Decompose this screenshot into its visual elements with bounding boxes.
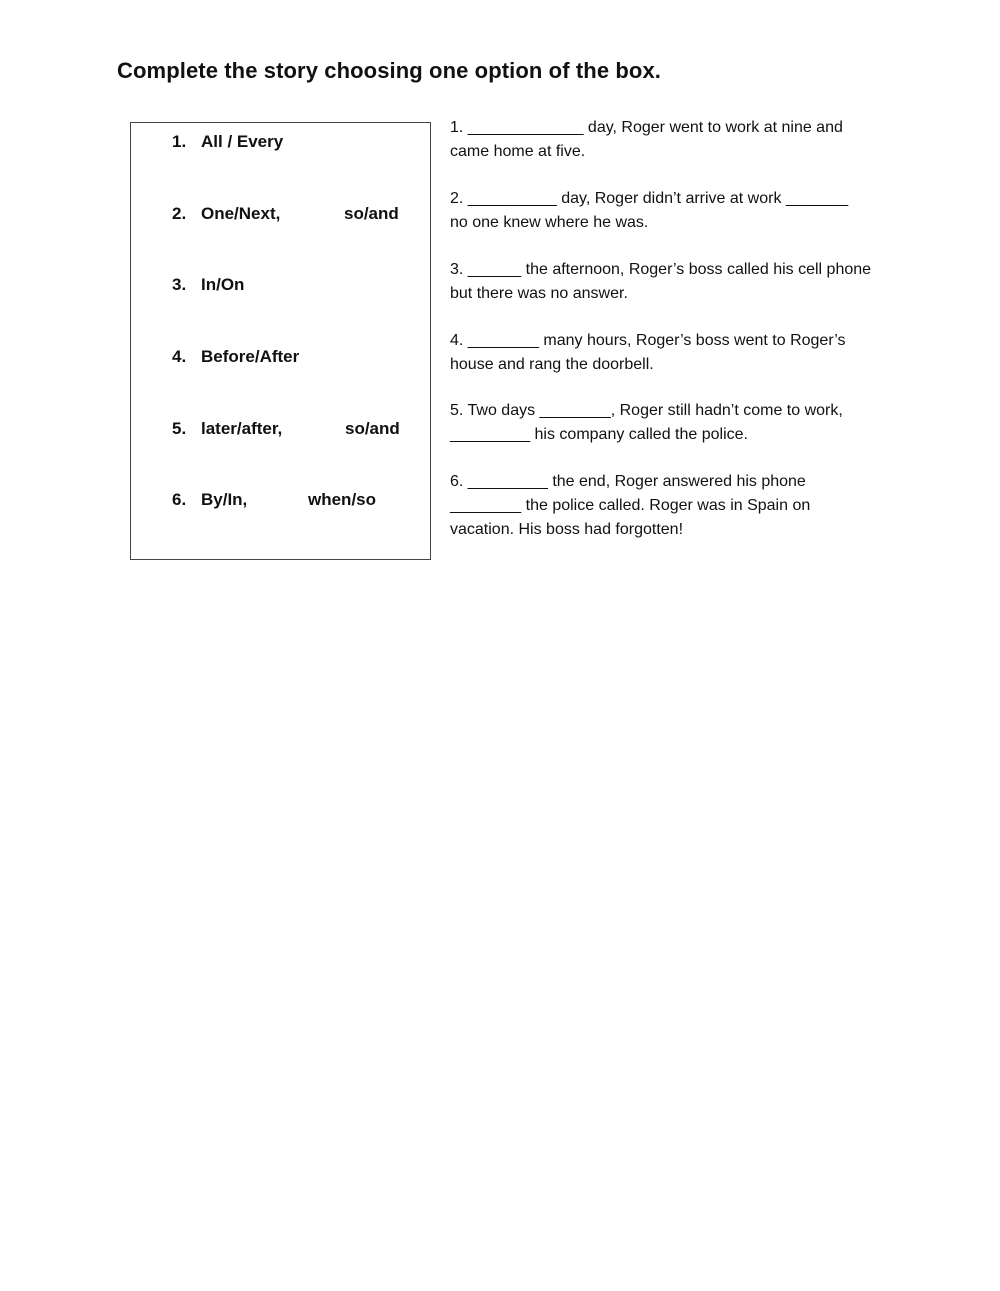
option-choice-a: One/Next,	[201, 204, 281, 223]
option-choice-a: later/after,	[201, 419, 283, 438]
sentence-line: house and rang the doorbell.	[450, 356, 654, 373]
page-title: Complete the story choosing one option of the box.	[117, 58, 661, 83]
sentence-line: 2. __________ day, Roger didn’t arrive at work _______	[450, 190, 849, 207]
sentence-line: came home at five.	[450, 143, 586, 160]
options-box	[130, 122, 431, 560]
option-choice-a: Before/After	[201, 347, 300, 366]
sentence-5	[450, 399, 890, 447]
sentence-line: but there was no answer.	[450, 285, 628, 302]
option-choice-a: By/In,	[201, 490, 248, 509]
option-choice-b: so/and	[344, 204, 399, 223]
option-number: 6.	[172, 490, 187, 509]
sentence-line: 1. _____________ day, Roger went to work at nine and	[450, 119, 843, 136]
sentence-line: vacation. His boss had forgotten!	[450, 521, 684, 538]
sentence-line: 6. _________ the end, Roger answered his phone	[450, 473, 806, 490]
option-choice-b: so/and	[345, 419, 400, 438]
sentence-4	[450, 329, 890, 377]
sentence-3	[450, 258, 890, 306]
sentence-2	[450, 187, 890, 235]
option-number: 5.	[172, 419, 187, 438]
sentence-line: _________ his company called the police.	[450, 426, 748, 443]
option-number: 3.	[172, 275, 187, 294]
option-number: 1.	[172, 132, 187, 151]
sentence-line: 4. ________ many hours, Roger’s boss went to Roger’s	[450, 332, 846, 349]
sentence-line: 5. Two days ________, Roger still hadn’t come to work,	[450, 402, 843, 419]
option-number: 2.	[172, 204, 187, 223]
option-number: 4.	[172, 347, 187, 366]
sentence-1	[450, 116, 890, 164]
option-choice-a: All / Every	[201, 132, 284, 151]
sentence-line: ________ the police called. Roger was in Spain on	[450, 497, 811, 514]
option-choice-a: In/On	[201, 275, 245, 294]
option-choice-b: when/so	[308, 490, 377, 509]
sentence-line: 3. ______ the afternoon, Roger’s boss called his cell phone	[450, 261, 872, 278]
sentence-line: no one knew where he was.	[450, 214, 649, 231]
sentence-6	[450, 470, 890, 542]
